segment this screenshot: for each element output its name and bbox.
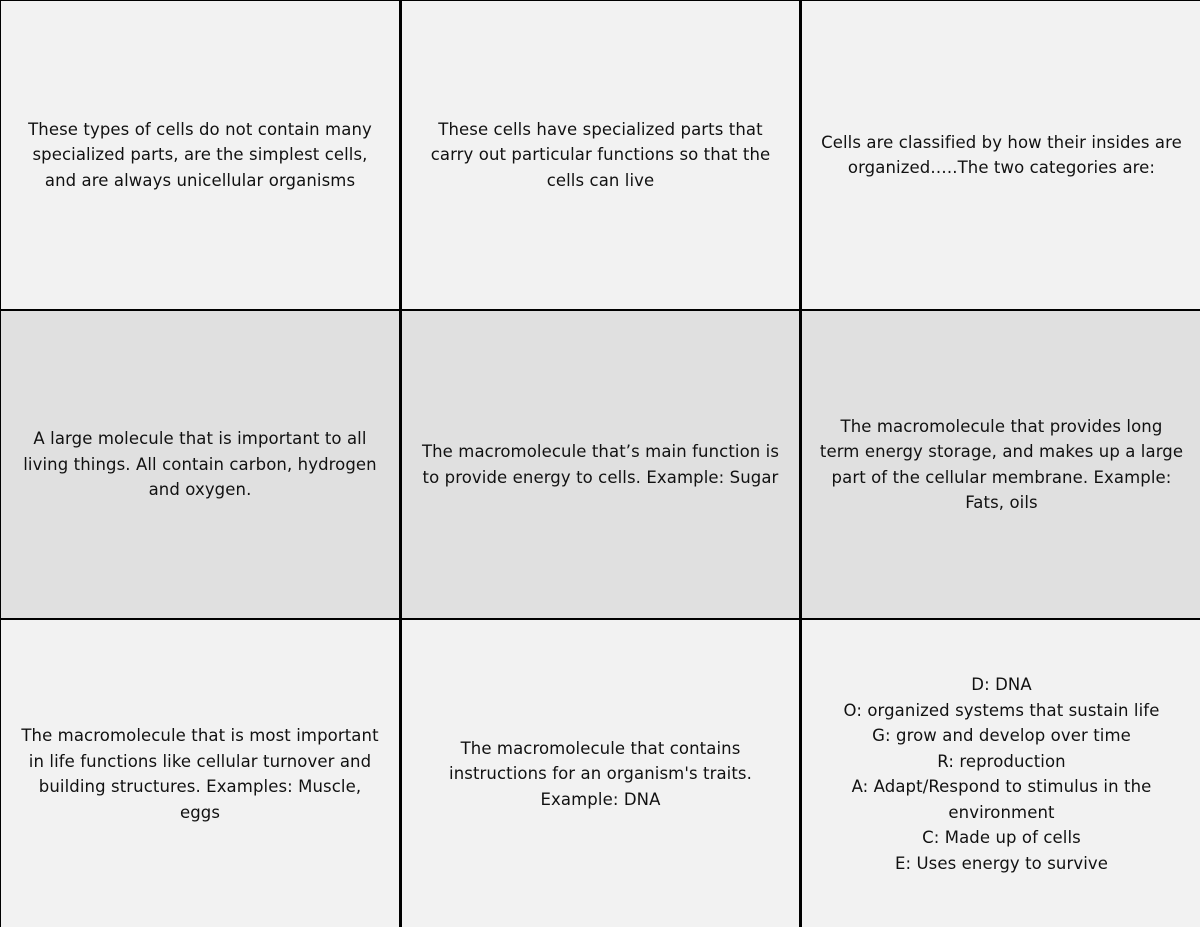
card-macromolecule-clue: A large molecule that is important to all living things. All contain carbon, hydrogen and oxygen. [1,310,401,619]
card-prokaryotic-clue: These types of cells do not contain many specialized parts, are the simplest cells, and are always unicellular organisms [1,1,401,310]
card-life-characteristics-clue: D: DNA O: organized systems that sustain life G: grow and develop over time R: reproduction A: Adapt/Respond to stimulus in the environment C: Made up of cells E: Uses energy to survive [801,619,1200,927]
card-protein-clue: The macromolecule that is most important in life functions like cellular turnover and building structures. Examples: Muscle, eggs [1,619,401,927]
card-cell-categories-clue: Cells are classified by how their insides are organized…..The two categories are: [801,1,1200,310]
card-nucleic-acid-clue: The macromolecule that contains instructions for an organism's traits. Example: DNA [401,619,801,927]
card-lipid-clue: The macromolecule that provides long term energy storage, and makes up a large part of the cellular membrane. Example: Fats, oils [801,310,1200,619]
card-eukaryotic-clue: These cells have specialized parts that carry out particular functions so that the cells can live [401,1,801,310]
card-carbohydrate-clue: The macromolecule that’s main function is to provide energy to cells. Example: Sugar [401,310,801,619]
